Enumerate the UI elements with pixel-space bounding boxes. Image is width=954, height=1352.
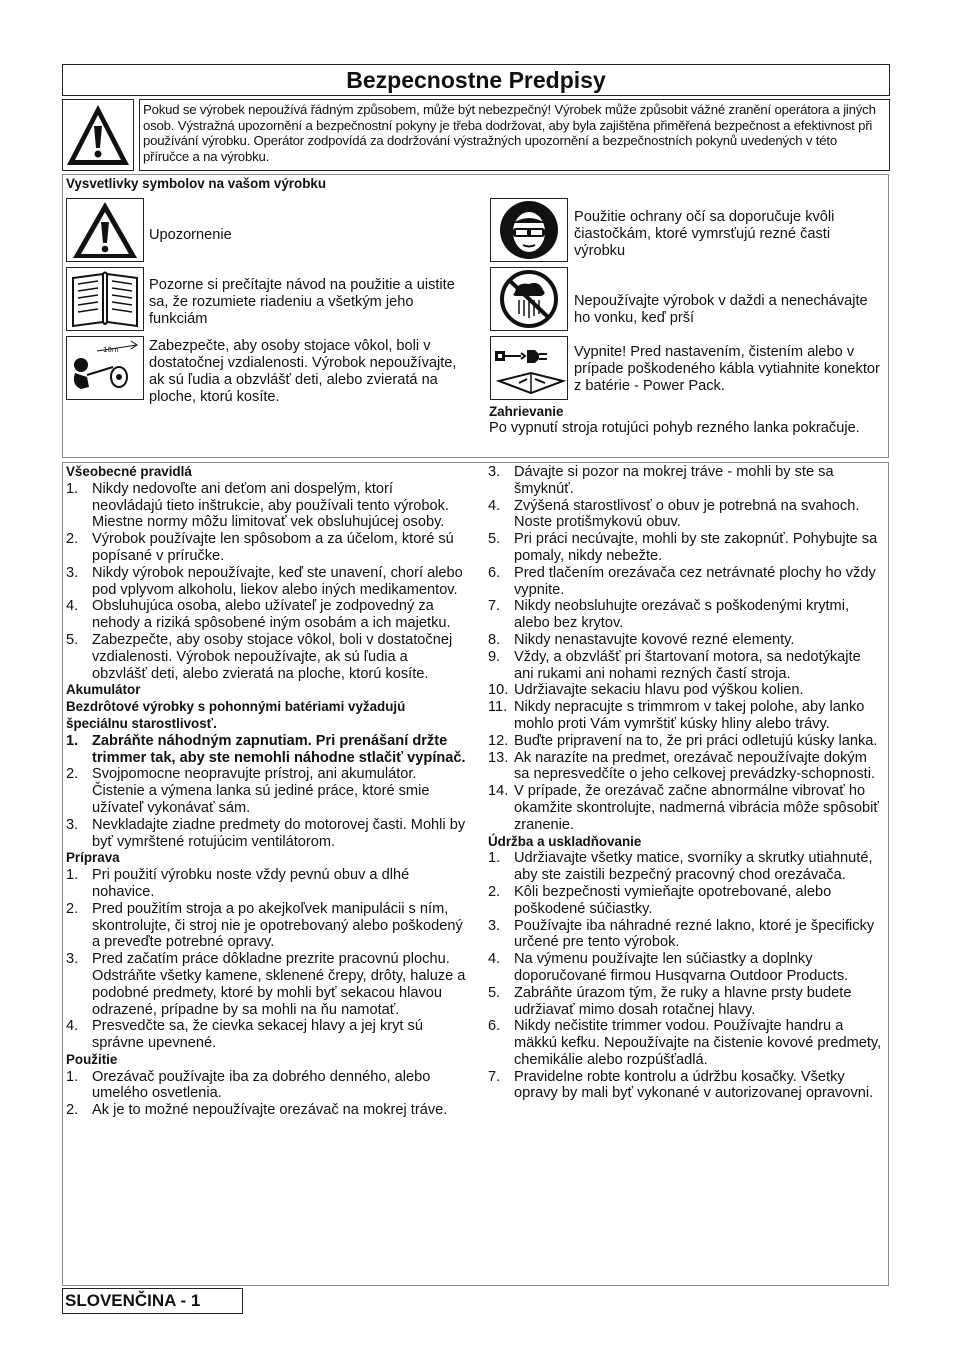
list-item: 2. Ak je to možné nepoužívajte orezávač na mokrej tráve.: [66, 1102, 448, 1119]
list-item: 6. Pred tlačením orezávača cez netrávnaté plochy ho vždy vypnite.: [488, 564, 876, 598]
eye-protection-icon: [490, 198, 568, 262]
warning-text: Pokud se výrobek nepoužívá řádným způsobem, může být nebezpečný! Výrobek může způsobit vážné zranění operátora a jiných osob. Výstražná upozornění a bezpečnostní pokyny je třeba dodržovat, aby byla zajištěna přiměřená bezpečnost a efektivnost při používání výrobku. Operátor zodpovídá za dodržování výstražných upozornění a bezpečnostních pokynů uvedených v této příručce a na výrobku.: [139, 99, 890, 171]
list-item: 14. V prípade, že orezávač začne abnormálne vibrovať ho okamžite skontrolujte, nadmerná vibrácia môže spôsobiť zranenie.: [488, 783, 879, 833]
list-item: 1. Udržiavajte všetky matice, svorníky a skrutky utiahnuté, aby ste zaistili bezpečný pracovný chod orezávača.: [488, 850, 873, 884]
list-item: 3. Nikdy výrobok nepoužívajte, keď ste unavení, chorí alebo pod vplyvom alkoholu, liekov alebo iných medikamentov.: [66, 564, 463, 598]
list-item: 1. Zabráňte náhodným zapnutiam. Pri prenášaní držte trimmer tak, aby ste nemohli náhodne stlačiť vypínač.: [66, 732, 466, 766]
list-item: 2. Výrobok používajte len spôsobom a za účelom, ktoré sú popísané v príručke.: [66, 531, 454, 564]
pouzitie-heading: Použitie: [66, 1051, 118, 1067]
symbol-text-read-manual: Pozorne si prečítajte návod na použitie a uistite sa, že rozumiete riadeniu a všetkým jeho funkciám: [149, 277, 455, 327]
list-item: 8. Nikdy nenastavujte kovové rezné elementy.: [488, 631, 795, 648]
list-item: 2. Kôli bezpečnosti vymieňajte opotrebované, alebo poškodené súčiastky.: [488, 883, 832, 917]
symbol-text-eye-protection: Použitie ochrany očí sa doporučuje kvôli čiastočkám, ktoré vymrsťujú rezné časti výrobku: [574, 209, 835, 259]
list-item: 5. Zabráňte úrazom tým, že ruky a hlavne prsty budete udržiavať mimo dosah rotačnej hlavy.: [488, 984, 852, 1018]
list-item: 10. Udržiavajte sekaciu hlavu pod výškou kolien.: [488, 682, 804, 699]
symbol-text-upozornenie: Upozornenie: [149, 227, 232, 243]
udrzba-heading: Údržba a uskladňovanie: [488, 833, 642, 849]
left-column: [66, 464, 466, 1119]
read-manual-icon: [66, 267, 144, 331]
page-title: Bezpecnostne Predpisy: [62, 64, 890, 96]
list-item: 4. Obsluhujúca osoba, alebo užívateľ je zodpovedný za nehody a riziká spôsobené iným osobám a ich majetku.: [66, 598, 451, 632]
list-item: 2. Pred použitím stroja a po akejkoľvek manipulácii s ním, skontrolujte, či stroj nie je opotrebovaný alebo poškodený a preveďte potrebné opravy.: [66, 900, 463, 951]
symbol-text-no-rain: Nepoužívajte výrobok v daždi a nenechávajte ho vonku, keď prší: [574, 293, 868, 326]
list-item: 3. Pred začatím práce dôkladne prezrite pracovnú plochu. Odstráňte všetky kamene, sklenené črepy, drôty, haluze a podobné predmety, ktoré by mohli byť sekacou hlavou odrazené, prípadne by sa mohli na ňu namotať.: [66, 951, 466, 1018]
zahrievanie-text: Po vypnutí stroja rotujúci pohyb rezného lanka pokračuje.: [489, 420, 860, 436]
list-item: 3. Dávajte si pozor na mokrej tráve - mohli by ste sa šmyknúť.: [488, 464, 834, 497]
right-column: [488, 464, 884, 1102]
list-item: 5. Zabezpečte, aby osoby stojace vôkol, boli v dostatočnej vzdialenosti. Výrobok nepoužívajte, ak sú ľudia a obzvlášť deti, alebo zvieratá na ploche, ktorú kosíte.: [66, 631, 453, 682]
general-heading: Všeobecné pravidlá: [66, 464, 192, 479]
list-item: 2. Svojpomocne neopravujte prístroj, ani akumulátor. Čistenie a výmena lanka sú jediné práce, ktoré smie užívateľ vykonávať sám.: [66, 766, 430, 816]
list-item: 4. Na výmenu používajte len súčiastky a doplnky doporučované firmou Husqvarna Outdoor Products.: [488, 951, 849, 984]
warning-icon-box: [62, 99, 134, 171]
keep-distance-icon: [66, 336, 144, 400]
list-item: 4. Presvedčte sa, že cievka sekacej hlavy a jej kryt sú správne upevnené.: [66, 1018, 423, 1052]
list-item: 12. Buďte pripravení na to, že pri práci odletujú kúsky lanka.: [488, 732, 878, 749]
list-item: 1. Orezávač používajte iba za dobrého denného, alebo umelého osvetlenia.: [66, 1068, 431, 1102]
list-item: 1. Nikdy nedovoľte ani deťom ani dospelým, ktorí neovládajú tieto inštrukcie, aby používali tento výrobok. Miestne normy môžu limitovať vek obsluhujúcej osoby.: [66, 480, 449, 531]
no-rain-icon: [490, 267, 568, 331]
list-item: 6. Nikdy nečistite trimmer vodou. Používajte handru a mäkkú kefku. Nepoužívajte na čistenie kovové predmety, chemikálie alebo rozpúšťadlá.: [488, 1018, 882, 1068]
symbols-heading: Vysvetlivky symbolov na vašom výrobku: [66, 176, 326, 191]
warning-triangle-icon: [63, 100, 133, 170]
list-item: 13. Ak narazíte na predmet, orezávač nepoužívajte dokým sa nepresvedčíte o jeho celkovej prevádzky-schopnosti.: [488, 749, 875, 783]
zahrievanie-heading: Zahrievanie: [489, 404, 564, 419]
symbol-text-keep-distance: Zabezpečte, aby osoby stojace vôkol, boli v dostatočnej vzdialenosti. Výrobok nepoužívajte, ak sú ľudia a obzvlášť deti, alebo zvieratá na ploche, ktorú kosíte.: [149, 338, 457, 405]
unplug-icon: [490, 336, 568, 400]
warning-triangle-icon: [66, 198, 144, 262]
page-footer: SLOVENČINA - 1: [62, 1288, 243, 1314]
list-item: 9. Vždy, a obzvlášť pri štartovaní motora, sa nedotýkajte ani rukami ani nohami rezných častí stroja.: [488, 648, 861, 682]
list-item: 7. Nikdy neobsluhujte orezávač s poškodenými krytmi, alebo bez krytov.: [488, 598, 849, 632]
list-item: 1. Pri použití výrobku noste vždy pevnú obuv a dlhé nohavice.: [66, 867, 410, 900]
distance-label: 10m: [103, 346, 119, 354]
priprava-heading: Príprava: [66, 850, 120, 866]
symbol-text-unplug: Vypnite! Pred nastavením, čistením alebo v prípade poškodeného kábla vytiahnite konektor z batérie - Power Pack.: [574, 344, 880, 394]
akumulator-heading: Akumulátor: [66, 682, 141, 698]
akumulator-subheading: Bezdrôtové výrobky s pohonnými batériami vyžadujú špeciálnu starostlivosť.: [66, 699, 406, 731]
list-item: 11. Nikdy nepracujte s trimmrom v takej polohe, aby lanko mohlo proti Vám vymrštiť kúsky hliny alebo trávy.: [488, 699, 865, 732]
list-item: 4. Zvýšená starostlivosť o obuv je potrebná na svahoch. Noste protišmykovú obuv.: [488, 497, 860, 531]
list-item: 5. Pri práci necúvajte, mohli by ste zakopnúť. Pohybujte sa pomaly, nikdy nebežte.: [488, 531, 878, 564]
list-item: 7. Pravidelne robte kontrolu a údržbu kosačky. Všetky opravy by mali byť vykonané v autorizovanej opravovni.: [488, 1068, 874, 1102]
list-item: 3. Nevkladajte ziadne predmety do motorovej časti. Mohli by byť vymrštené rotujúcim ventilátorom.: [66, 816, 466, 850]
list-item: 3. Používajte iba náhradné rezné lakno, ktoré je špecificky určené pre tento výrobok.: [488, 917, 875, 951]
